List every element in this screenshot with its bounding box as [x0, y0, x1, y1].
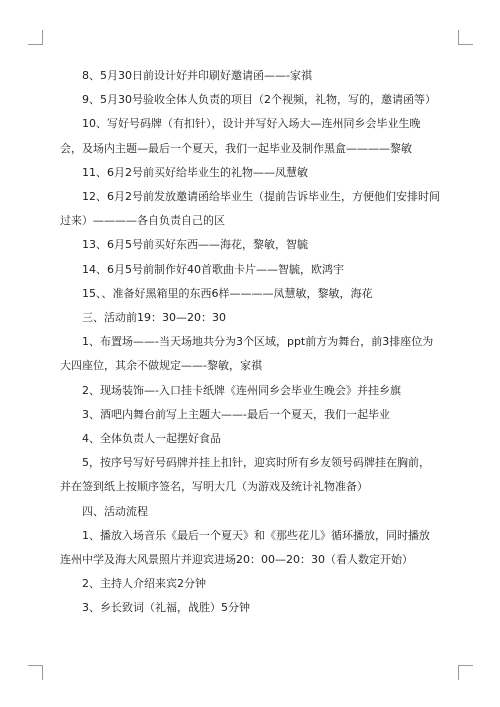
paragraph-flow-3: 3、乡长致词（礼福，战胜）5分钟 — [82, 601, 250, 615]
paragraph-flow-2: 2、主持人介绍来宾2分钟 — [82, 577, 206, 591]
paragraph-setup-2: 2、现场装饰—-入口挂卡纸牌《连州同乡会毕业生晚会》并挂乡旗 — [82, 383, 401, 397]
paragraph-item-13: 13、6月5号前买好东西——海花，黎敏，智毓 — [82, 238, 308, 252]
paragraph-item-15: 15、、准备好黑箱里的东西6样————凤慧敏，黎敏，海花 — [82, 286, 373, 300]
paragraph-setup-1: 1、布置场——-当天场地共分为3个区域，ppt前方为舞台，前3排座位为大四座位，其余不做规定——-黎敏，家祺 — [60, 335, 434, 373]
paragraph-item-8: 8、5月30日前设计好并印刷好邀请函——-家祺 — [82, 69, 312, 82]
document-body — [60, 64, 440, 621]
section-heading-event-flow: 四、活动流程 — [82, 504, 148, 518]
section-heading-before-event: 三、活动前19：30—20：30 — [82, 311, 226, 325]
crop-mark-top-left — [28, 30, 43, 45]
paragraph-flow-1: 1、播放入场音乐《最后一个夏天》和《那些花儿》循环播放，同时播放连州中学及海大风景照片并迎宾进场20：00—20：30（看人数定开始） — [60, 528, 430, 567]
paragraph-item-10: 10、写好号码牌（有扣针），设计并写好入场大—连州同乡会毕业生晚会，及场内主题—最后一个夏天，我们一起毕业及制作黑盒————黎敏 — [60, 117, 421, 155]
paragraph-item-14: 14、6月5号前制作好40首歌曲卡片——智毓，欧鸿宇 — [82, 262, 344, 276]
paragraph-item-11: 11、6月2号前买好给毕业生的礼物——凤慧敏 — [82, 165, 308, 179]
paragraph-item-12: 12、6月2号前发放邀请函给毕业生（提前告诉毕业生，方便他们安排时间过来）————各自负责自己的区 — [60, 190, 440, 228]
paragraph-setup-3: 3、酒吧内舞台前写上主题大——-最后一个夏天，我们一起毕业 — [82, 407, 390, 421]
crop-mark-bottom-right — [458, 665, 473, 680]
paragraph-setup-4: 4、全体负责人一起摆好食品 — [82, 432, 221, 446]
paragraph-item-9: 9、5月30号验收全体人负责的项目（2个视频，礼物，写的，邀请函等） — [82, 93, 436, 107]
crop-mark-bottom-left — [28, 665, 43, 680]
paragraph-setup-5: 5，按序号写好号码牌并挂上扣针，迎宾时所有乡友领号码牌挂在胸前，并在签到纸上按顺序签名，写明大几（为游戏及统计礼物准备） — [60, 456, 430, 494]
crop-mark-top-right — [458, 30, 473, 45]
